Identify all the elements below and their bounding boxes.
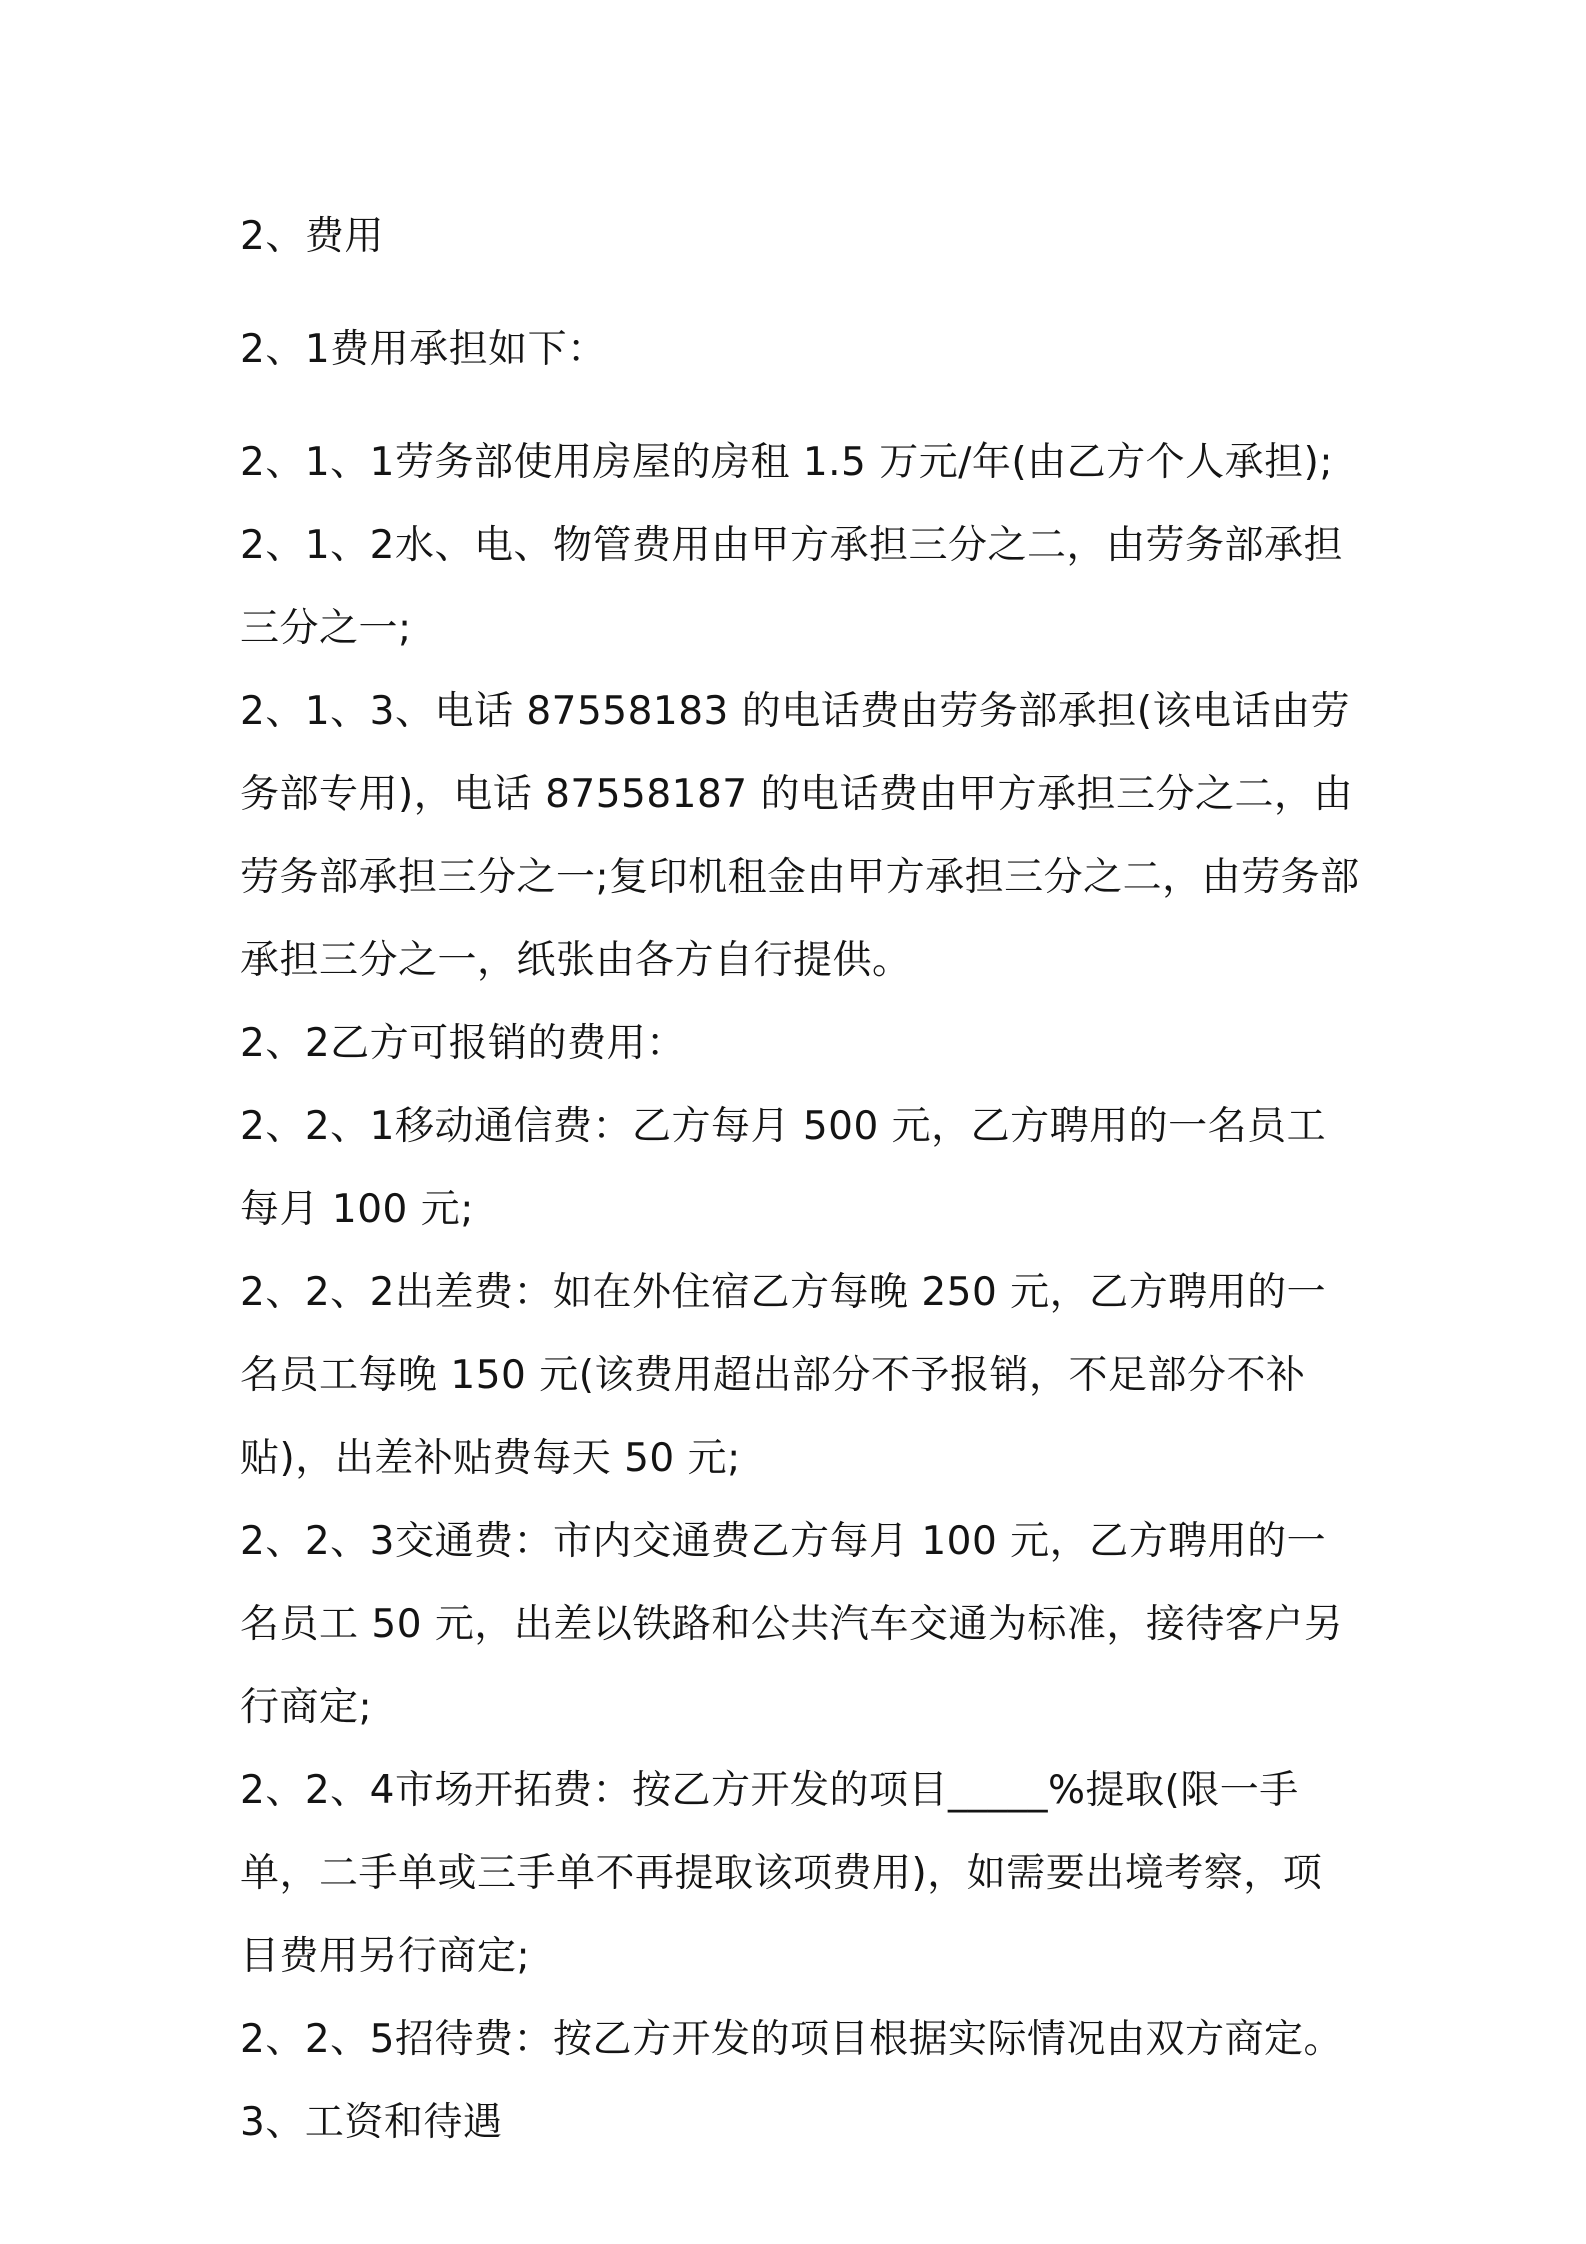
- clause-2-2-3: 2、2、3交通费：市内交通费乙方每月 100 元，乙方聘用的一名员工 50 元，出差以铁路和公共汽车交通为标准，接待客户另行商定;: [240, 1519, 1344, 1730]
- clause-2-2-4: 2、2、4市场开拓费：按乙方开发的项目_____%提取(限一手单，二手单或三手单不再提取该项费用)，如需要出境考察，项目费用另行商定;: [240, 1768, 1323, 1979]
- clause-2-2-2: 2、2、2出差费：如在外住宿乙方每晚 250 元，乙方聘用的一名员工每晚 150 元(该费用超出部分不予报销，不足部分不补贴)，出差补贴费每天 50 元;: [240, 1270, 1327, 1481]
- section-heading-salary: 3、工资和待遇: [240, 2100, 503, 2145]
- clause-2-2-1: 2、2、1移动通信费：乙方每月 500 元，乙方聘用的一名员工每月 100 元;: [240, 1104, 1327, 1232]
- clause-2-2: 2、2乙方可报销的费用：: [240, 1021, 686, 1066]
- clause-2-1-2: 2、1、2水、电、物管费用由甲方承担三分之二，由劳务部承担三分之一;: [240, 523, 1343, 651]
- document-body: [240, 195, 1360, 2164]
- clause-2-1: 2、1费用承担如下：: [240, 327, 607, 372]
- clause-2-2-5: 2、2、5招待费：按乙方开发的项目根据实际情况由双方商定。: [240, 2017, 1343, 2062]
- section-heading-expenses: 2、费用: [240, 214, 384, 259]
- clause-2-1-3: 2、1、3、电话 87558183 的电话费由劳务部承担(该电话由劳务部专用)，电话 87558187 的电话费由甲方承担三分之二，由劳务部承担三分之一;复印机租金由甲方承担三分之二，由劳务部承担三分之一，纸张由各方自行提供。: [240, 689, 1360, 983]
- clause-2-1-1: 2、1、1劳务部使用房屋的房租 1.5 万元/年(由乙方个人承担);: [240, 440, 1333, 485]
